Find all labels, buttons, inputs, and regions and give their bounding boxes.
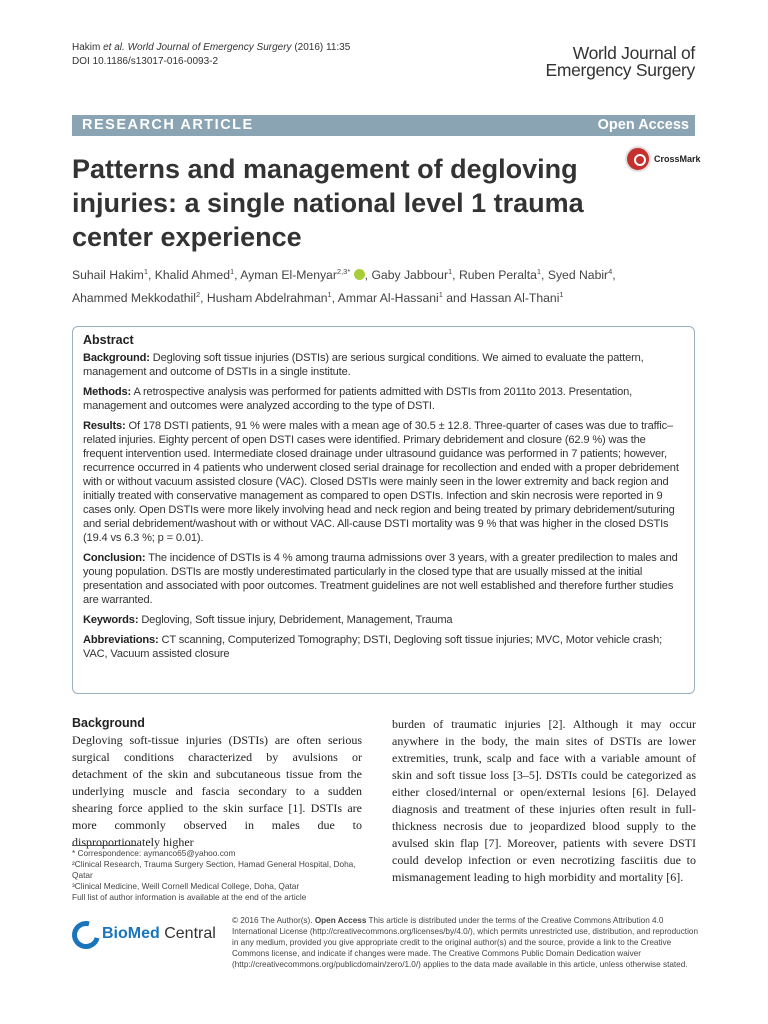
author[interactable]	[548, 268, 612, 282]
author-name: Ammar Al-Hassani	[337, 291, 439, 306]
author-affiliation: 2	[195, 290, 201, 300]
abstract-section-label: Results:	[83, 420, 126, 432]
abstract-section	[83, 633, 684, 661]
author-name: Ayman El-Menyar	[240, 268, 337, 283]
citation-volume: (2016) 11:35	[294, 42, 351, 53]
author-affiliation: 4	[608, 267, 613, 276]
abstract-section-text: CT scanning, Computerized Tomography; DSTI, Degloving soft tissue injuries; MVC, Motor vehicle crash; VAC, Vacuum assisted closure	[83, 634, 663, 660]
biomed-central-icon	[67, 916, 105, 954]
author-affiliation: 1	[559, 290, 564, 300]
body-paragraph-right: burden of traumatic injuries [2]. Although it may occur anywhere in the body, the main sites of DSTIs are lower extremities, trunk, scalp and face with a variable amount of skin and soft tissue loss [3–5]. DSTIs could be categorized as either closed/internal or open/external lesions [6]. Delayed diagnosis and treatment of these injuries often result in full-thickness necrosis due to jeopardized blood supply to the avulsed skin flap [7]. Moreover, patients with severe DSTI could develop infection or even necrotizing fasciitis due to mismanagement leading to high morbidity and mortality [6].	[392, 717, 696, 884]
license-text	[232, 915, 702, 970]
publisher-name-light: Central	[159, 925, 216, 942]
doi[interactable]: DOI 10.1186/s13017-016-0093-2	[72, 56, 219, 67]
author-name: Syed Nabir	[547, 268, 609, 283]
citation-journal: et al. World Journal of Emergency Surgery	[103, 42, 292, 53]
abstract-heading: Abstract	[83, 333, 134, 347]
abstract-section	[83, 351, 684, 379]
citation	[72, 41, 350, 69]
author-name: Suhail Hakim	[72, 268, 144, 283]
author[interactable]	[470, 291, 564, 305]
open-access-label: Open Access	[597, 117, 689, 133]
author-list: Suhail Hakim$^1$, Khalid Ahmed$^1$, Ayman El-Menyar$^{2,3*}$ , Gaby Jabbour$^1$, Ruben Peralta$^1$, Syed Nabir$^4$, Ahammed Mekkodathil$^2$, Husham Abdelrahman$^1$, Ammar Al-Hassani$^1$ and Hassan Al-Thani$^1$	[72, 267, 616, 306]
crossmark-button[interactable]	[625, 146, 725, 172]
section-heading-background: Background	[72, 716, 145, 730]
author-name: Hassan Al-Thani	[470, 291, 560, 306]
abstract-section-label: Conclusion:	[83, 552, 146, 564]
abstract-section-text: A retrospective analysis was performed for patients admitted with DSTIs from 2011to 2013. Presentation, management and outcomes were analyzed according to the type of DSTI.	[83, 386, 633, 412]
abstract-section-label: Abbreviations:	[83, 634, 159, 646]
author[interactable]	[72, 291, 200, 305]
publisher-name-bold: BioMed	[102, 925, 160, 942]
author[interactable]	[459, 268, 541, 282]
author-name: Ruben Peralta	[458, 268, 537, 283]
footnote: ²Clinical Research, Trauma Surgery Section, Hamad General Hospital, Doha, Qatar	[72, 859, 356, 880]
body-column-left	[72, 716, 362, 851]
abstract-section	[83, 613, 684, 627]
abstract-box	[72, 326, 695, 694]
author-affiliation: 2,3*	[336, 267, 351, 276]
body-paragraph-left: Degloving soft-tissue injuries (DSTIs) are often serious surgical conditions characterized by avulsions or detachment of the skin and subcutaneous tissue from the underlying muscle and fascia secondary to a sudden shearing force applied to the skin surface [1]. DSTIs are more commonly observed in males due to disproportionately higher	[72, 733, 362, 849]
footnote-divider	[72, 845, 137, 846]
license-body: This article is distributed under the terms of the Creative Commons Attribution 4.0 International License (http://creativecommons.org/licenses/by/4.0/), which permits unrestricted use, distribution, and reproduction in any medium, provided you give appropriate credit to the original author(s) and the source, provide a link to the Creative Commons license, and indicate if changes were made. The Creative Commons Public Domain Dedication waiver (http://creativecommons.org/publicdomain/zero/1.0/) applies to the data made available in this article, unless otherwise stated.	[232, 916, 699, 969]
orcid-icon[interactable]	[354, 269, 365, 280]
footnote: ³Clinical Medicine, Weill Cornell Medical College, Doha, Qatar	[72, 881, 300, 891]
article-type-banner	[72, 115, 695, 136]
crossmark-label: CrossMark	[654, 154, 701, 164]
author-affiliation: 1	[143, 267, 148, 276]
abstract-section	[83, 419, 684, 545]
author-name: Gaby Jabbour	[371, 268, 448, 283]
author-name: Ahammed Mekkodathil	[72, 291, 196, 306]
author-affiliation: 1	[327, 290, 332, 300]
crossmark-icon	[625, 146, 651, 172]
article-title: Patterns and management of degloving injuries: a single national level 1 trauma center experience	[72, 154, 584, 252]
abstract-section-label: Methods:	[83, 386, 132, 398]
footnotes	[72, 848, 372, 903]
citation-author: Hakim	[72, 42, 101, 53]
abstract-section	[83, 551, 684, 607]
author-name: Husham Abdelrahman	[206, 291, 328, 306]
journal-logo	[545, 45, 695, 79]
article-type: RESEARCH ARTICLE	[82, 117, 254, 133]
abstract-section-text: Of 178 DSTI patients, 91 % were males with a mean age of 30.5 ± 12.8. Three-quarter of cases was due to traffic–related injuries. Eighty percent of open DSTI cases were identified. Primary debridement and closure (62.9 %) was the frequent intervention used. Intermediate closed drainage under ultrasound guidance was performed in 7 patients; however, recurrence occurred in 4 patients who underwent closed serial drainage for recollection and ended with a proper debridement with or without vacuum assisted closure (VAC). Closed DSTIs were mainly seen in the lower extremity and back region and initially treated with conservative management as compared to open DSTIs. Infection and skin necrosis were reported in 9 cases only. Open DSTIs were more likely involving head and neck region and being treated by primary debridement/suturing and serial debridement/washout with or without VAC. All-cause DSTI mortality was 9 % that was higher in the closed DSTIs (19.4 vs 6.3 %; p = 0.01).	[83, 420, 679, 544]
author[interactable]	[207, 291, 332, 305]
author[interactable]	[240, 268, 364, 282]
journal-line-1: World Journal of	[572, 43, 695, 63]
biomed-central-logo[interactable]	[72, 921, 222, 951]
abstract-section-text: The incidence of DSTIs is 4 % among trauma admissions over 3 years, with a greater predilection to males and young population. DSTIs are mostly underestimated particularly in the closed type that are usually missed at the initial presentation and associated with poor outcomes. Treatment guidelines are not well established and therefore further studies are warranted.	[83, 552, 678, 606]
author-affiliation: 1	[536, 267, 542, 276]
abstract-section-text: Degloving soft tissue injuries (DSTIs) are serious surgical conditions. We aimed to evaluate the pattern, management and outcome of DSTIs in a single institute.	[83, 352, 644, 378]
abstract-section	[83, 385, 684, 413]
author-name: Khalid Ahmed	[154, 268, 230, 283]
abstract-section-label: Background:	[83, 352, 150, 364]
journal-line-2: Emergency Surgery	[545, 60, 695, 80]
author-affiliation: 1	[229, 267, 235, 276]
author[interactable]	[338, 291, 443, 305]
author[interactable]	[72, 268, 148, 282]
author-affiliation: 1	[438, 290, 443, 300]
copyright-lead: © 2016 The Author(s).	[232, 916, 313, 925]
abstract-section-label: Keywords:	[83, 614, 139, 626]
author[interactable]	[155, 268, 234, 282]
footnote: Full list of author information is available at the end of the article	[72, 892, 307, 902]
footnote[interactable]: * Correspondence: aymanco65@yahoo.com	[72, 848, 236, 858]
author-affiliation: 1	[448, 267, 453, 276]
body-column-right	[392, 716, 696, 886]
author[interactable]	[371, 268, 452, 282]
abstract-section-text: Degloving, Soft tissue injury, Debridement, Management, Trauma	[141, 614, 453, 626]
license-open-access: Open Access	[314, 916, 367, 925]
